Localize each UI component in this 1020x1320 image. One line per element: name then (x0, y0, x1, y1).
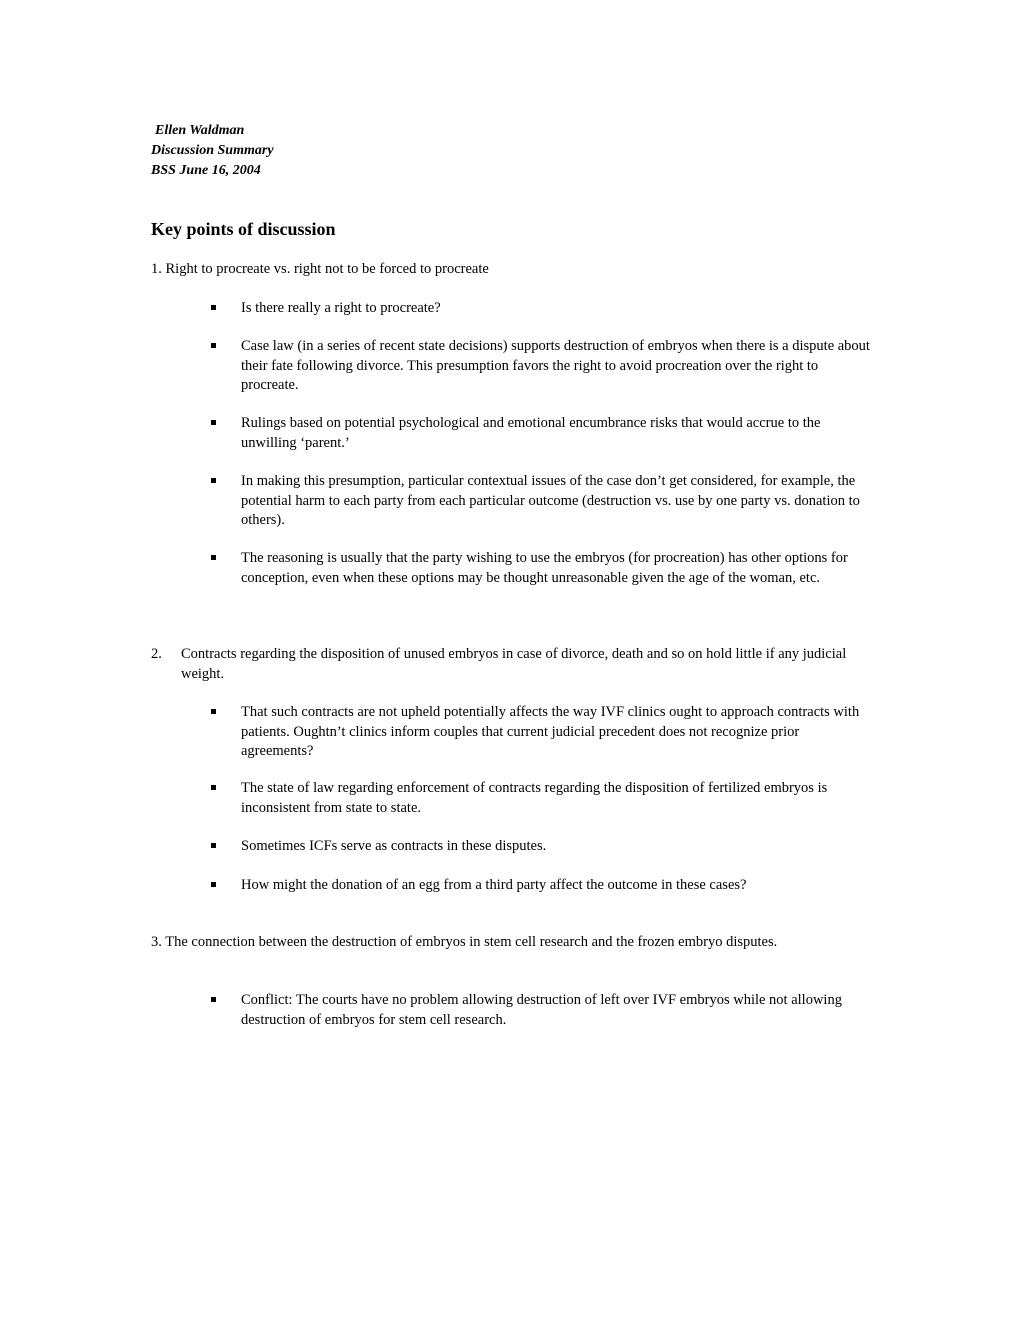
list-item-text: Sometimes ICFs serve as contracts in these disputes. (241, 838, 547, 854)
document-type: Discussion Summary (151, 143, 274, 158)
list-item-text: Is there really a right to procreate? (241, 300, 441, 316)
square-bullet-icon (211, 997, 216, 1002)
list-item-text: The state of law regarding enforcement of contracts regarding the disposition of fertilized embryos is inconsistent from state to state. (241, 780, 828, 816)
square-bullet-icon (211, 305, 216, 310)
section-2-number: 2. (151, 646, 162, 662)
list-item-text: Rulings based on potential psychological and emotional encumbrance risks that would accrue to the unwilling ‘parent.’ (241, 415, 821, 451)
section-1-title: 1. Right to procreate vs. right not to be forced to procreate (151, 261, 489, 277)
list-item-text: Case law (in a series of recent state decisions) supports destruction of embryos when there is a dispute about their fate following divorce. This presumption favors the right to avoid procreation over the right to procreate. (241, 338, 870, 393)
list-item-text: Conflict: The courts have no problem allowing destruction of left over IVF embryos while not allowing destruction of embryos for stem cell research. (241, 992, 842, 1028)
square-bullet-icon (211, 478, 216, 483)
square-bullet-icon (211, 555, 216, 560)
list-item-text: In making this presumption, particular contextual issues of the case don’t get considered, for example, the potential harm to each party from each particular outcome (destruction vs. use by one party vs. donation to others). (241, 473, 860, 528)
square-bullet-icon (211, 343, 216, 348)
list-item-text: How might the donation of an egg from a third party affect the outcome in these cases? (241, 877, 747, 893)
document-header (151, 121, 274, 181)
square-bullet-icon (211, 709, 216, 714)
list-item-text: That such contracts are not upheld potentially affects the way IVF clinics ought to approach contracts with patients. Oughtn’t clinics inform couples that current judicial precedent does not recognize prior agreements? (241, 704, 860, 759)
section-2-title: Contracts regarding the disposition of unused embryos in case of divorce, death and so on hold little if any judicial weight. (181, 646, 847, 682)
section-3-title: 3. The connection between the destruction of embryos in stem cell research and the frozen embryo disputes. (151, 934, 778, 950)
square-bullet-icon (211, 843, 216, 848)
square-bullet-icon (211, 420, 216, 425)
list-item-text: The reasoning is usually that the party wishing to use the embryos (for procreation) has other options for conception, even when these options may be thought unreasonable given the age of the woman, etc. (241, 550, 848, 586)
author-name: Ellen Waldman (155, 123, 245, 138)
page-title: Key points of discussion (151, 219, 336, 239)
square-bullet-icon (211, 882, 216, 887)
square-bullet-icon (211, 785, 216, 790)
date-line: BSS June 16, 2004 (151, 163, 261, 178)
